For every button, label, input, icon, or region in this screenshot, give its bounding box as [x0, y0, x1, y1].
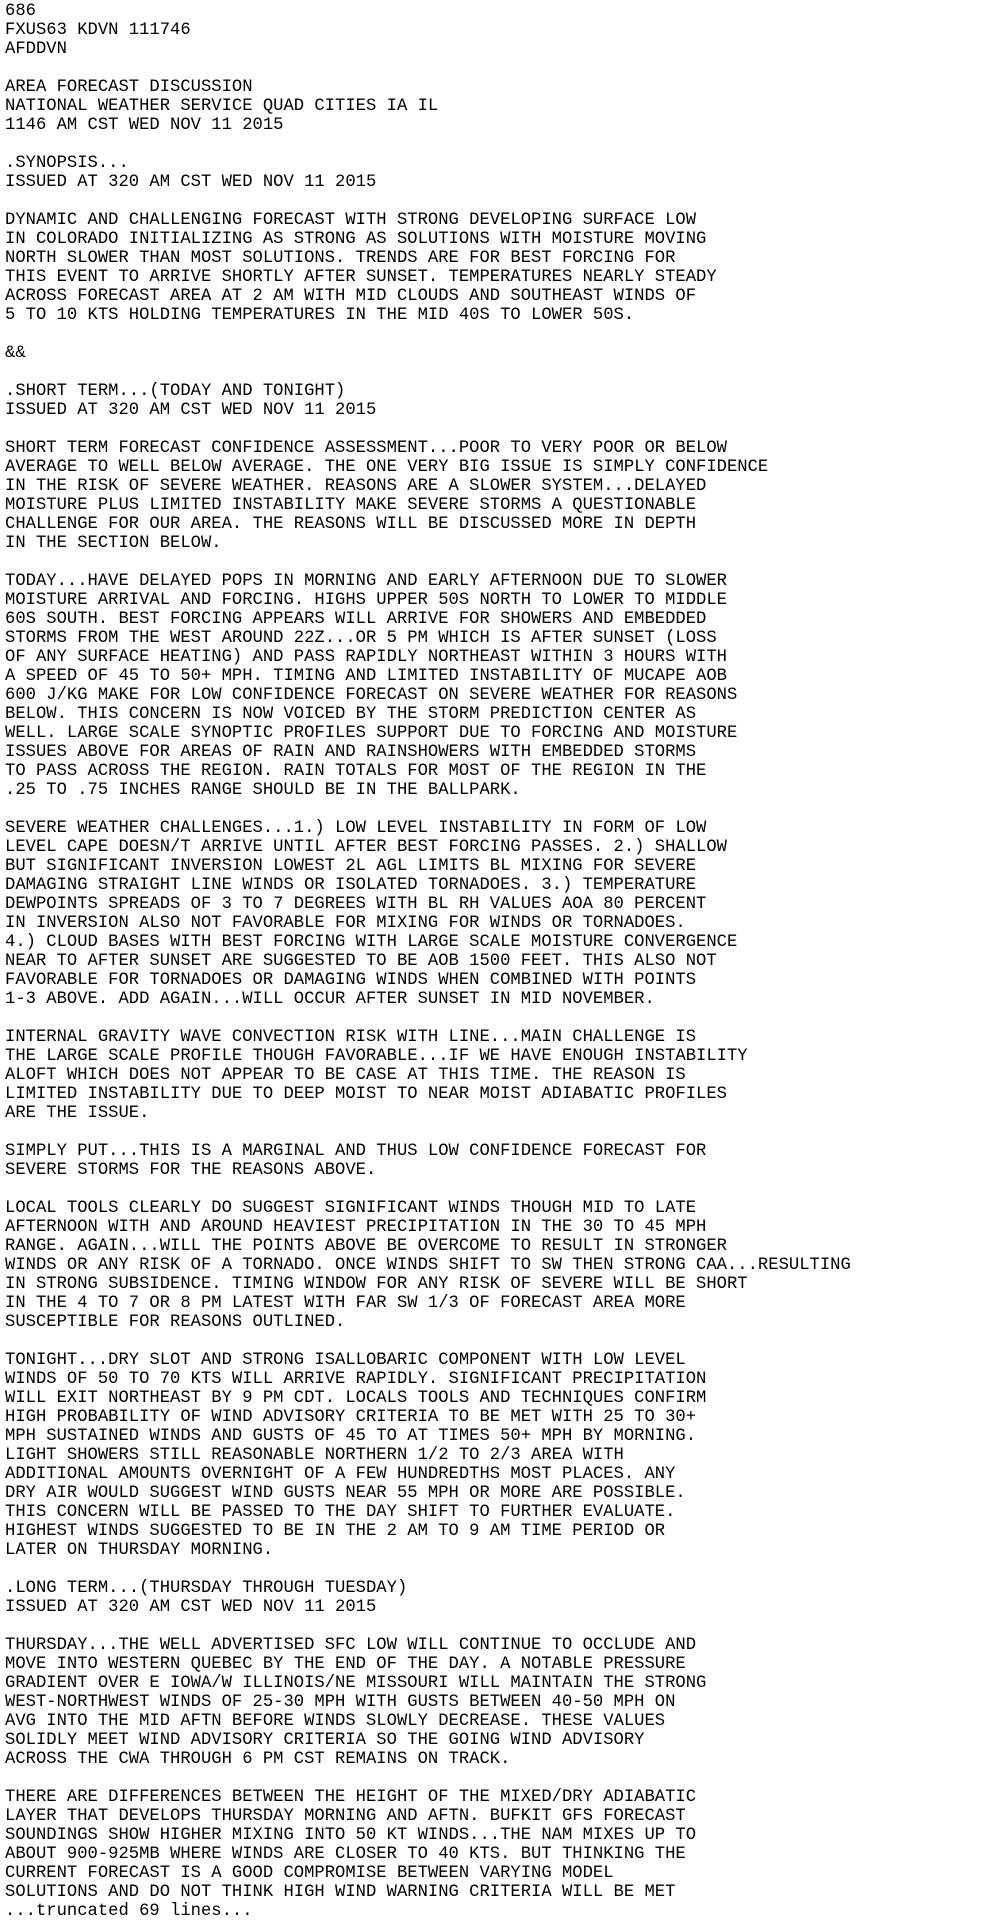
long-term-paragraph: THERE ARE DIFFERENCES BETWEEN THE HEIGHT OF THE MIXED/DRY ADIABATIC LAYER THAT DEVELOPS THURSDAY MORNING AND AFTN. BUFKIT GFS FORECAST SOUNDINGS SHOW HIGHER MIXING INTO 50 KT WINDS...THE NAM MIXES UP TO ABOUT 900-925MB WHERE WINDS ARE CLOSER TO 40 KTS. BUT THINKING THE CURRENT FORECAST IS A GOOD COMPROMISE BETWEEN VARYING MODEL SOLUTIONS AND DO NOT THINK HIGH WIND WARNING CRITERIA WILL BE MET — [5, 1788, 697, 1902]
synopsis-body: DYNAMIC AND CHALLENGING FORECAST WITH STRONG DEVELOPING SURFACE LOW IN COLORADO INITIALIZING AS STRONG AS SOLUTIONS WITH MOISTURE MOVING NORTH SLOWER THAN MOST SOLUTIONS. TRENDS ARE FOR BEST FORCING FOR THIS EVENT TO ARRIVE SHORTLY AFTER SUNSET. TEMPERATURES NEARLY STEADY ACROSS FORECAST AREA AT 2 AM WITH MID CLOUDS AND SOUTHEAST WINDS OF 5 TO 10 KTS HOLDING TEMPERATURES IN THE MID 40S TO LOWER 50S. — [5, 211, 717, 325]
short-term-issued: ISSUED AT 320 AM CST WED NOV 11 2015 — [5, 401, 377, 420]
synopsis-heading: .SYNOPSIS... — [5, 154, 129, 173]
issuing-office: NATIONAL WEATHER SERVICE QUAD CITIES IA IL — [5, 97, 439, 116]
forecast-discussion-document — [5, 2, 851, 1921]
product-header-line: FXUS63 KDVN 111746 — [5, 21, 191, 40]
section-separator: && — [5, 344, 26, 363]
short-term-paragraph: SEVERE WEATHER CHALLENGES...1.) LOW LEVEL INSTABILITY IN FORM OF LOW LEVEL CAPE DOESN/T ARRIVE UNTIL AFTER BEST FORCING PASSES. 2.) SHALLOW BUT SIGNIFICANT INVERSION LOWEST 2L AGL LIMITS BL MIXING FOR SEVERE DAMAGING STRAIGHT LINE WINDS OR ISOLATED TORNADOES. 3.) TEMPERATURE DEWPOINTS SPREADS OF 3 TO 7 DEGREES WITH BL RH VALUES AOA 80 PERCENT IN INVERSION ALSO NOT FAVORABLE FOR MIXING FOR WINDS OR TORNADOES. 4.) CLOUD BASES WITH BEST FORCING WITH LARGE SCALE MOISTURE CONVERGENCE NEAR TO AFTER SUNSET ARE SUGGESTED TO BE AOB 1500 FEET. THIS ALSO NOT FAVORABLE FOR TORNADOES OR DAMAGING WINDS WHEN COMBINED WITH POINTS 1-3 ABOVE. ADD AGAIN...WILL OCCUR AFTER SUNSET IN MID NOVEMBER. — [5, 819, 738, 1009]
issue-time: 1146 AM CST WED NOV 11 2015 — [5, 116, 284, 135]
product-header — [5, 2, 851, 59]
short-term-paragraph: SHORT TERM FORECAST CONFIDENCE ASSESSMENT...POOR TO VERY POOR OR BELOW AVERAGE TO WELL BELOW AVERAGE. THE ONE VERY BIG ISSUE IS SIMPLY CONFIDENCE IN THE RISK OF SEVERE WEATHER. REASONS ARE A SLOWER SYSTEM...DELAYED MOISTURE PLUS LIMITED INSTABILITY MAKE SEVERE STORMS A QUESTIONABLE CHALLENGE FOR OUR AREA. THE REASONS WILL BE DISCUSSED MORE IN DEPTH IN THE SECTION BELOW. — [5, 439, 769, 553]
long-term-issued: ISSUED AT 320 AM CST WED NOV 11 2015 — [5, 1598, 377, 1617]
short-term-paragraph: SIMPLY PUT...THIS IS A MARGINAL AND THUS LOW CONFIDENCE FORECAST FOR SEVERE STORMS FOR THE REASONS ABOVE. — [5, 1142, 707, 1180]
long-term-header — [5, 1579, 851, 1617]
short-term-heading: .SHORT TERM...(TODAY AND TONIGHT) — [5, 382, 346, 401]
product-header-line: 686 — [5, 2, 36, 21]
short-term-paragraph: LOCAL TOOLS CLEARLY DO SUGGEST SIGNIFICANT WINDS THOUGH MID TO LATE AFTERNOON WITH AND AROUND HEAVIEST PRECIPITATION IN THE 30 TO 45 MPH RANGE. AGAIN...WILL THE POINTS ABOVE BE OVERCOME TO RESULT IN STRONGER WINDS OR ANY RISK OF A TORNADO. ONCE WINDS SHIFT TO SW THEN STRONG CAA...RESULTING IN STRONG SUBSIDENCE. TIMING WINDOW FOR ANY RISK OF SEVERE WILL BE SHORT IN THE 4 TO 7 OR 8 PM LATEST WITH FAR SW 1/3 OF FORECAST AREA MORE SUSCEPTIBLE FOR REASONS OUTLINED. — [5, 1199, 851, 1332]
truncation-note: ...truncated 69 lines... — [5, 1902, 253, 1921]
title-block — [5, 78, 851, 135]
synopsis-issued: ISSUED AT 320 AM CST WED NOV 11 2015 — [5, 173, 377, 192]
short-term-paragraph: TONIGHT...DRY SLOT AND STRONG ISALLOBARIC COMPONENT WITH LOW LEVEL WINDS OF 50 TO 70 KTS WILL ARRIVE RAPIDLY. SIGNIFICANT PRECIPITATION WILL EXIT NORTHEAST BY 9 PM CDT. LOCALS TOOLS AND TECHNIQUES CONFIRM HIGH PROBABILITY OF WIND ADVISORY CRITERIA TO BE MET WITH 25 TO 30+ MPH SUSTAINED WINDS AND GUSTS OF 45 TO AT TIMES 50+ MPH BY MORNING. LIGHT SHOWERS STILL REASONABLE NORTHERN 1/2 TO 2/3 AREA WITH ADDITIONAL AMOUNTS OVERNIGHT OF A FEW HUNDREDTHS MOST PLACES. ANY DRY AIR WOULD SUGGEST WIND GUSTS NEAR 55 MPH OR MORE ARE POSSIBLE. THIS CONCERN WILL BE PASSED TO THE DAY SHIFT TO FURTHER EVALUATE. HIGHEST WINDS SUGGESTED TO BE IN THE 2 AM TO 9 AM TIME PERIOD OR LATER ON THURSDAY MORNING. — [5, 1351, 707, 1560]
long-term-heading: .LONG TERM...(THURSDAY THROUGH TUESDAY) — [5, 1579, 408, 1598]
short-term-paragraph: INTERNAL GRAVITY WAVE CONVECTION RISK WITH LINE...MAIN CHALLENGE IS THE LARGE SCALE PROFILE THOUGH FAVORABLE...IF WE HAVE ENOUGH INSTABILITY ALOFT WHICH DOES NOT APPEAR TO BE CASE AT THIS TIME. THE REASON IS LIMITED INSTABILITY DUE TO DEEP MOIST TO NEAR MOIST ADIABATIC PROFILES ARE THE ISSUE. — [5, 1028, 748, 1123]
long-term-paragraph: THURSDAY...THE WELL ADVERTISED SFC LOW WILL CONTINUE TO OCCLUDE AND MOVE INTO WESTERN QUEBEC BY THE END OF THE DAY. A NOTABLE PRESSURE GRADIENT OVER E IOWA/W ILLINOIS/NE MISSOURI WILL MAINTAIN THE STRONG WEST-NORTHWEST WINDS OF 25-30 MPH WITH GUSTS BETWEEN 40-50 MPH ON AVG INTO THE MID AFTN BEFORE WINDS SLOWLY DECREASE. THESE VALUES SOLIDLY MEET WIND ADVISORY CRITERIA SO THE GOING WIND ADVISORY ACROSS THE CWA THROUGH 6 PM CST REMAINS ON TRACK. — [5, 1636, 707, 1769]
document-title: AREA FORECAST DISCUSSION — [5, 78, 253, 97]
product-header-line: AFDDVN — [5, 40, 67, 59]
synopsis-header — [5, 154, 851, 192]
short-term-header — [5, 382, 851, 420]
short-term-paragraph: TODAY...HAVE DELAYED POPS IN MORNING AND EARLY AFTERNOON DUE TO SLOWER MOISTURE ARRIVAL AND FORCING. HIGHS UPPER 50S NORTH TO LOWER TO MIDDLE 60S SOUTH. BEST FORCING APPEARS WILL ARRIVE FOR SHOWERS AND EMBEDDED STORMS FROM THE WEST AROUND 22Z...OR 5 PM WHICH IS AFTER SUNSET (LOSS OF ANY SURFACE HEATING) AND PASS RAPIDLY NORTHEAST WITHIN 3 HOURS WITH A SPEED OF 45 TO 50+ MPH. TIMING AND LIMITED INSTABILITY OF MUCAPE AOB 600 J/KG MAKE FOR LOW CONFIDENCE FORECAST ON SEVERE WEATHER FOR REASONS BELOW. THIS CONCERN IS NOW VOICED BY THE STORM PREDICTION CENTER AS WELL. LARGE SCALE SYNOPTIC PROFILES SUPPORT DUE TO FORCING AND MOISTURE ISSUES ABOVE FOR AREAS OF RAIN AND RAINSHOWERS WITH EMBEDDED STORMS TO PASS ACROSS THE REGION. RAIN TOTALS FOR MOST OF THE REGION IN THE .25 TO .75 INCHES RANGE SHOULD BE IN THE BALLPARK. — [5, 572, 738, 800]
